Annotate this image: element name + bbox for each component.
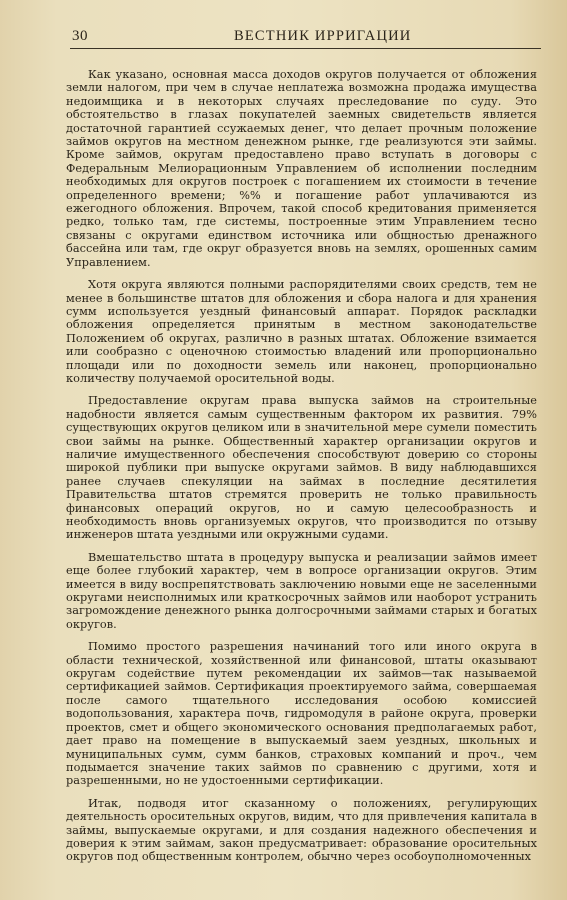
- journal-title: ВЕСТНИК ИРРИГАЦИИ: [234, 28, 412, 44]
- paragraph-2: Хотя округа являются полными распорядителями своих средств, тем не менее в большинстве штатов для обложения и сбора налога и для хранения сумм используется уездный финансовый аппарат. Порядок раскладки обложения определяется принятым в местном законодательстве Положением об округах, различно в разных штатах. Обложение взимается или сообразно с оценочною стоимостью владений или пропорционально площади или по доходности земель или наконец, пропорционально количеству получаемой оросительной воды.: [66, 278, 537, 385]
- article-body: [30, 68, 541, 864]
- paragraph-4: Вмешательство штата в процедуру выпуска и реализации займов имеет еще более глубокий характер, чем в вопросе организации округов. Этим имеется в виду воспрепятствовать заключению новыми еще не заселенными округами неисполнимых или краткосрочных займов или наоборот устранить загромождение денежного рынка долгосрочными займами старых и богатых округов.: [66, 550, 537, 631]
- paragraph-5: Помимо простого разрешения начинаний того или иного округа в области технической, хозяйственной или финансовой, штаты оказывают округам содействие путем рекомендации их займов—так называемой сертификацией займов. Сертификация проектируемого займа, совершаемая после самого тщательного исследования особою комиссией водопользования, характера почв, гидромодуля в районе округа, проверки проектов, смет и общего экономического основания предполагаемых работ, дает право на помещение в выпускаемый заем уездных, школьных и муниципальных сумм, сумм банков, страховых компаний и проч., чем подымается значение таких займов по сравнению с другими, хотя и разрешенными, но не удостоенными сертификации.: [66, 640, 537, 788]
- paragraph-3: Предоставление округам права выпуска займов на строительные надобности является самым существенным фактором их развития. 79% существующих округов целиком или в значительной мере сумели поместить свои займы на рынке. Общественный характер организации округов и наличие имущественного обеспечения способствуют доверию со стороны широкой публики при выпуске округами займов. В виду наблюдавшихся ранее случаев спекуляции на займах в последние десятилетия Правительства штатов стремятся проверить не только правильность финансовых операций округов, но и самую целесообразность и необходимость вновь организуемых округов, что производится по отзыву инженеров штата уездными или окружными судами.: [66, 394, 537, 542]
- paragraph-6: Итак, подводя итог сказанному о положениях, регулирующих деятельность оросительных округов, видим, что для привлечения капитала в займы, выпускаемые округами, и для создания надежного обеспечения и доверия к этим займам, закон предусматривает: образование оросительных округов под общественным контролем, обычно через особоуполномоченных: [66, 796, 537, 864]
- paragraph-1: Как указано, основная масса доходов округов получается от обложения земли налогом, при чем в случае неплатежа возможна продажа имущества недоимщика и в некоторых случаях преследование по суду. Это обстоятельство в глазах покупателей заемных свидетельств является достаточной гарантией ссужаемых денег, что делает прочным положение займов округов на местном денежном рынке, где реализуются эти займы. Кроме займов, округам предоставлено право вступать в договоры с Федеральным Мелиорационным Управлением об исполнении последним необходимых для округов построек с погашением их стоимости в течение определенного времени; %% и погашение работ уплачиваются из ежегодного обложения. Впрочем, такой способ кредитования применяется редко, только там, где системы, построенные этим Управлением тесно связаны с округами единством источника или общностью дренажного бассейна или там, где округ образуется вновь на землях, орошенных самим Управлением.: [66, 68, 537, 269]
- page-number: 30: [72, 28, 88, 44]
- header-rule: [70, 48, 541, 49]
- page-header: [30, 26, 541, 48]
